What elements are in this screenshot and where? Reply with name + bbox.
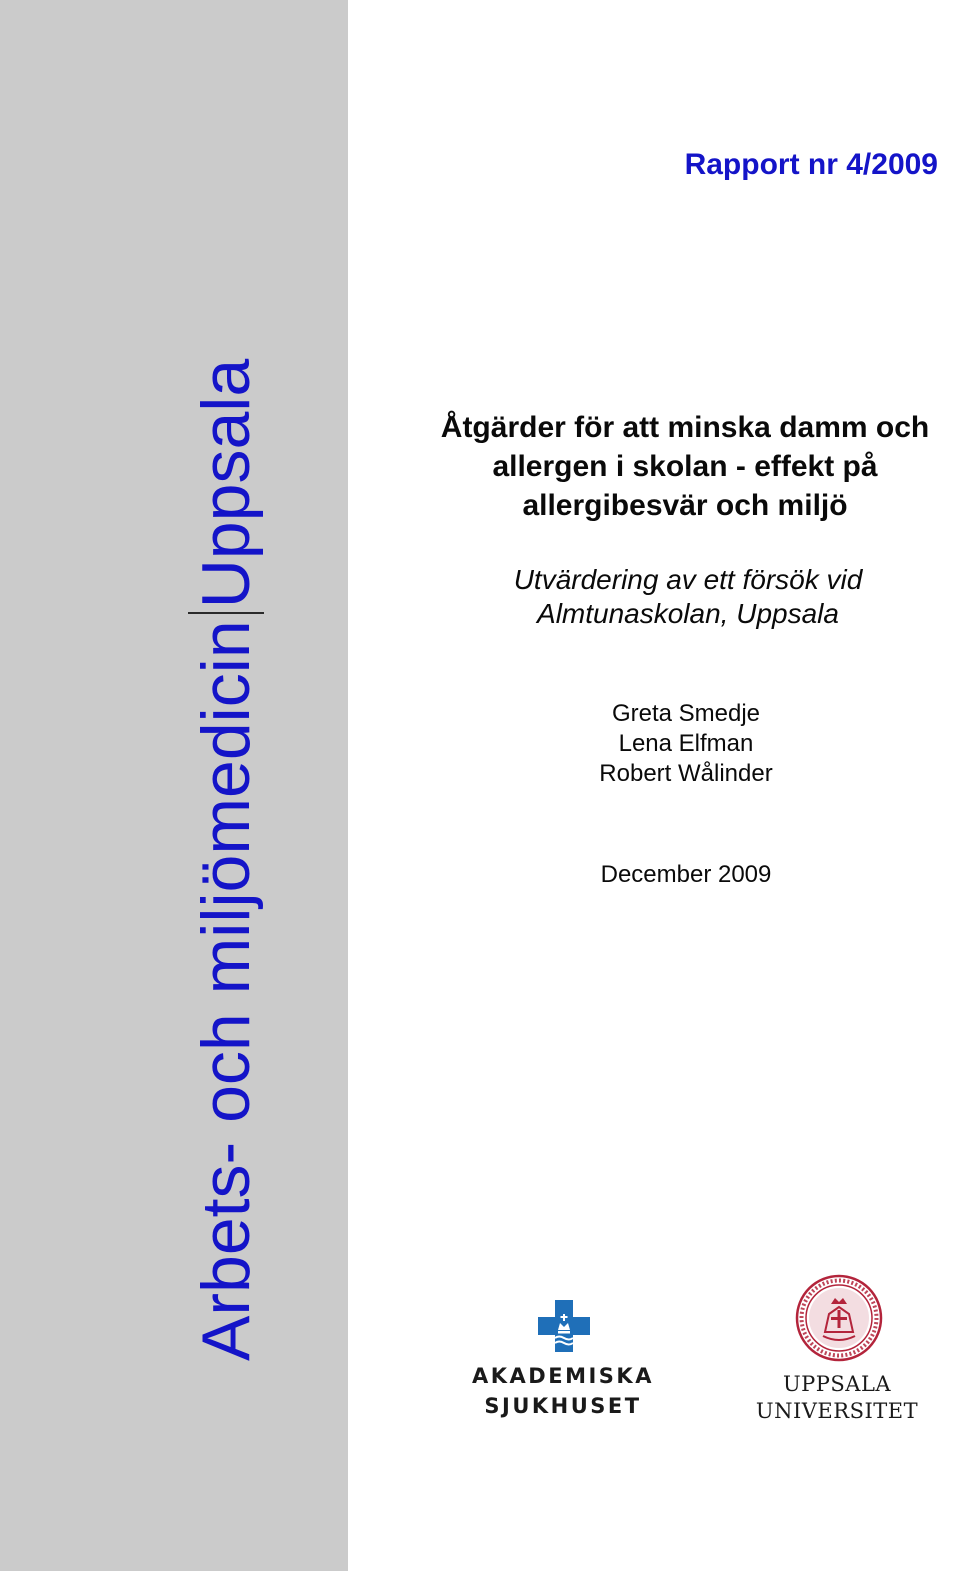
report-date: December 2009 xyxy=(600,861,772,888)
akademiska-line: AKADEMISKA xyxy=(472,1364,654,1388)
author-list xyxy=(400,699,960,789)
subtitle xyxy=(400,563,960,631)
subtitle-line: Utvärdering av ett försök vid xyxy=(513,564,863,595)
department-name: Arbets- och miljömedicin xyxy=(188,620,264,1361)
title-divider xyxy=(188,612,264,614)
uppsala-line: UPPSALA xyxy=(782,1372,892,1396)
sidebar xyxy=(0,0,348,1571)
university-seal-icon xyxy=(795,1274,883,1362)
subtitle-line: Almtunaskolan, Uppsala xyxy=(537,598,839,629)
title-line: allergibesvär och miljö xyxy=(522,489,848,522)
blue-cross-crown-icon xyxy=(538,1300,590,1352)
title-line: Åtgärder för att minska damm och xyxy=(440,411,930,444)
page-title xyxy=(400,408,960,525)
author-name: Lena Elfman xyxy=(618,730,754,757)
universitet-line: UNIVERSITET xyxy=(755,1399,919,1423)
vertical-title xyxy=(188,358,264,1361)
sjukhuset-line: SJUKHUSET xyxy=(484,1394,642,1418)
akademiska-sjukhuset-logo xyxy=(468,1296,658,1426)
author-name: Greta Smedje xyxy=(611,700,761,727)
uppsala-universitet-logo xyxy=(732,1268,942,1433)
report-number: Rapport nr 4/2009 xyxy=(684,148,938,181)
title-line: allergen i skolan - effekt på xyxy=(492,450,878,483)
author-name: Robert Wålinder xyxy=(599,760,773,787)
city-name: Uppsala xyxy=(188,358,264,609)
